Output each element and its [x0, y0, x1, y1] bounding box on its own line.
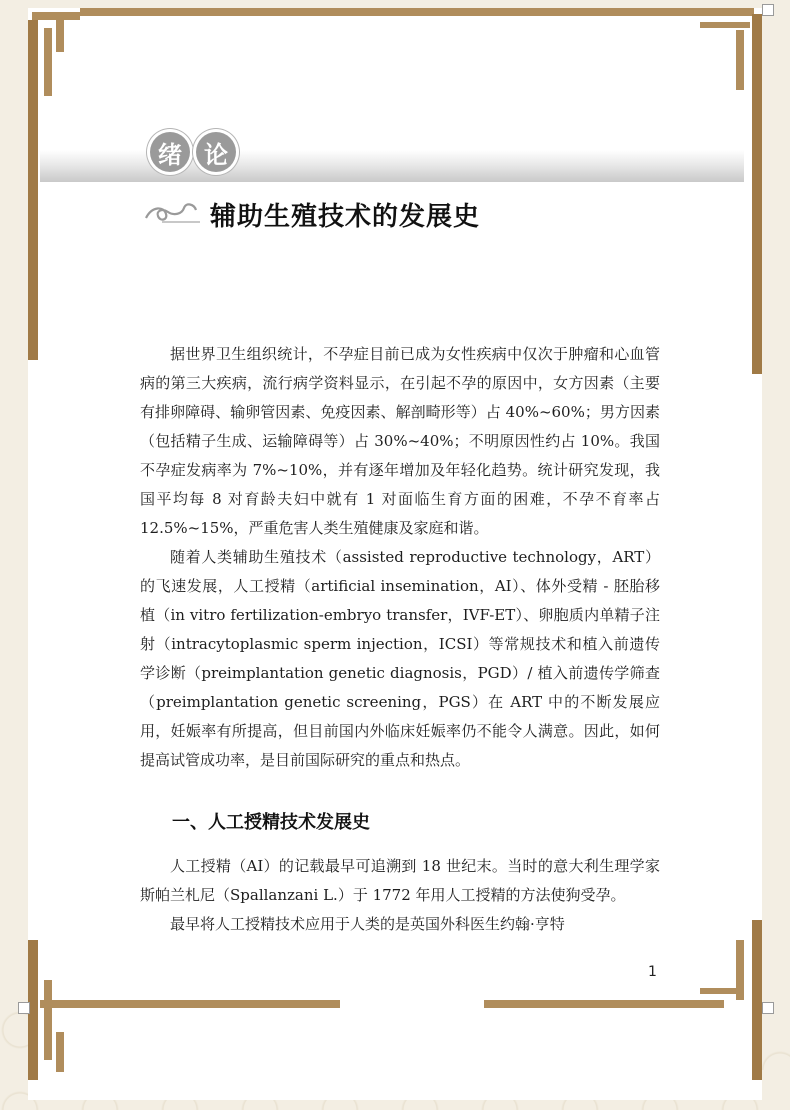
- paragraph: 随着人类辅助生殖技术（assisted reproductive technology，ART）的飞速发展，人工授精（artificial insemination，AI）、体外受精 - 胚胎移植（in vitro fertilization-embryo transfer，IVF-ET）、卵胞质内单精子注射（intracytoplasmic sperm injection，ICSI）等常规技术和植入前遗传学诊断（preimplantation genetic diagnosis，PGD）/ 植入前遗传学筛查（preimplantation genetic screening，PGS）在 ART 中的不断发展应用，妊娠率有所提高，但目前国内外临床妊娠率仍不能令人满意。因此，如何提高试管成功率，是目前国际研究的重点和热点。: [140, 548, 660, 769]
- chapter-banner: [40, 150, 744, 182]
- crop-mark: [762, 4, 774, 16]
- chapter-badge-2: 论: [196, 132, 236, 172]
- crop-mark: [18, 1002, 30, 1014]
- page-title: 辅助生殖技术的发展史: [210, 202, 481, 232]
- cloud-swirl-icon: [142, 196, 202, 226]
- page-number: 1: [648, 964, 657, 980]
- paragraph: 据世界卫生组织统计，不孕症目前已成为女性疾病中仅次于肿瘤和心血管病的第三大疾病，流行病学资料显示，在引起不孕的原因中，女方因素（主要有排卵障碍、输卵管因素、免疫因素、解剖畸形等）占 40%~60%；男方因素（包括精子生成、运输障碍等）占 30%~40%；不明原因性约占 10%。我国不孕症发病率为 7%~10%，并有逐年增加及年轻化趋势。统计研究发现，我国平均每 8 对育龄夫妇中就有 1 对面临生育方面的困难，不孕不育率占 12.5%~15%，严重危害人类生殖健康及家庭和谐。: [140, 345, 660, 537]
- paragraph: 最早将人工授精技术应用于人类的是英国外科医生约翰·亨特: [170, 915, 565, 933]
- section-heading: 一、人工授精技术发展史: [172, 812, 370, 833]
- chapter-badge-1: 绪: [150, 132, 190, 172]
- paragraph: 人工授精（AI）的记载最早可追溯到 18 世纪末。当时的意大利生理学家斯帕兰札尼（Spallanzani L.）于 1772 年用人工授精的方法使狗受孕。: [140, 857, 660, 904]
- crop-mark: [762, 1002, 774, 1014]
